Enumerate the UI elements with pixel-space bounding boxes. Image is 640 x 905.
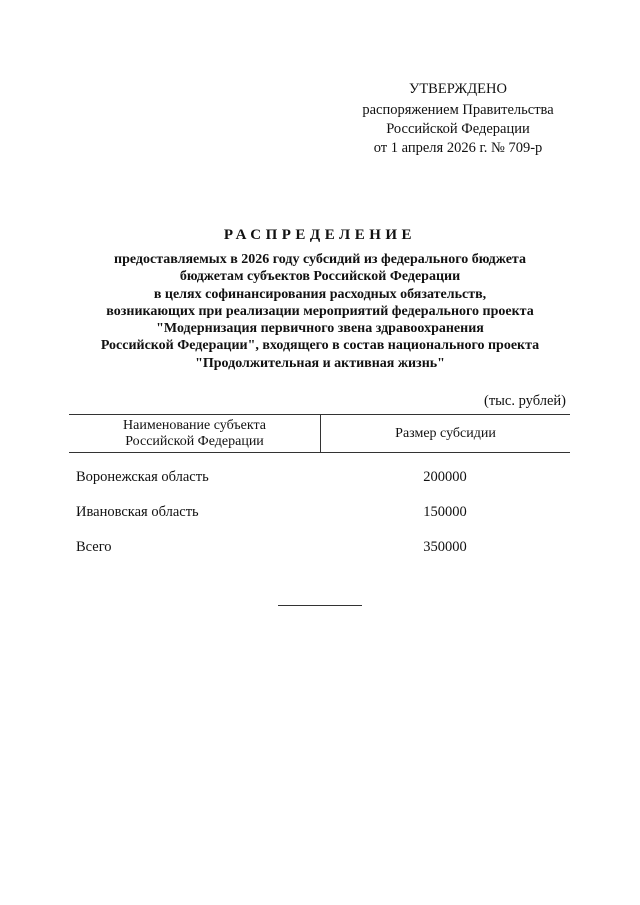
header-subject-name xyxy=(69,415,321,452)
approval-line-1: распоряжением Правительства xyxy=(362,102,554,118)
header-subject-line-2: Российской Федерации xyxy=(125,433,264,449)
subtitle-line: "Модернизация первичного звена здравоохранения xyxy=(156,321,484,337)
row-subject-name: Ивановская область xyxy=(76,503,199,520)
table-row xyxy=(69,467,570,487)
header-subject-line-1: Наименование субъекта xyxy=(123,417,266,433)
approval-block xyxy=(340,80,576,158)
approval-line-2: Российской Федерации xyxy=(386,121,530,137)
row-amount: 200000 xyxy=(423,468,467,485)
header-subsidy-amount: Размер субсидии xyxy=(395,425,496,441)
document-subtitle xyxy=(60,251,580,372)
subtitle-line: возникающих при реализации мероприятий федерального проекта xyxy=(106,303,534,319)
subsidy-table xyxy=(69,414,570,555)
table-header xyxy=(69,414,570,453)
row-amount: 150000 xyxy=(423,503,467,520)
subtitle-line: "Продолжительная и активная жизнь" xyxy=(195,355,445,371)
row-subject-name: Всего xyxy=(76,538,112,555)
subtitle-line: бюджетам субъектов Российской Федерации xyxy=(179,269,461,285)
document-title: РАСПРЕДЕЛЕНИЕ xyxy=(223,227,417,243)
table-row xyxy=(69,502,570,522)
row-subject-name: Воронежская область xyxy=(76,468,209,485)
approval-heading: УТВЕРЖДЕНО xyxy=(409,81,507,97)
table-row-total xyxy=(69,537,570,557)
subtitle-line: Российской Федерации", входящего в состав национального проекта xyxy=(100,338,540,354)
row-amount: 350000 xyxy=(423,538,467,555)
end-separator-line xyxy=(278,605,362,606)
subtitle-line: предоставляемых в 2026 году субсидий из федерального бюджета xyxy=(114,252,526,267)
units-label: (тыс. рублей) xyxy=(484,393,566,409)
approval-line-3: от 1 апреля 2026 г. № 709-р xyxy=(373,140,543,156)
subtitle-line: в целях софинансирования расходных обязательств, xyxy=(153,286,487,302)
